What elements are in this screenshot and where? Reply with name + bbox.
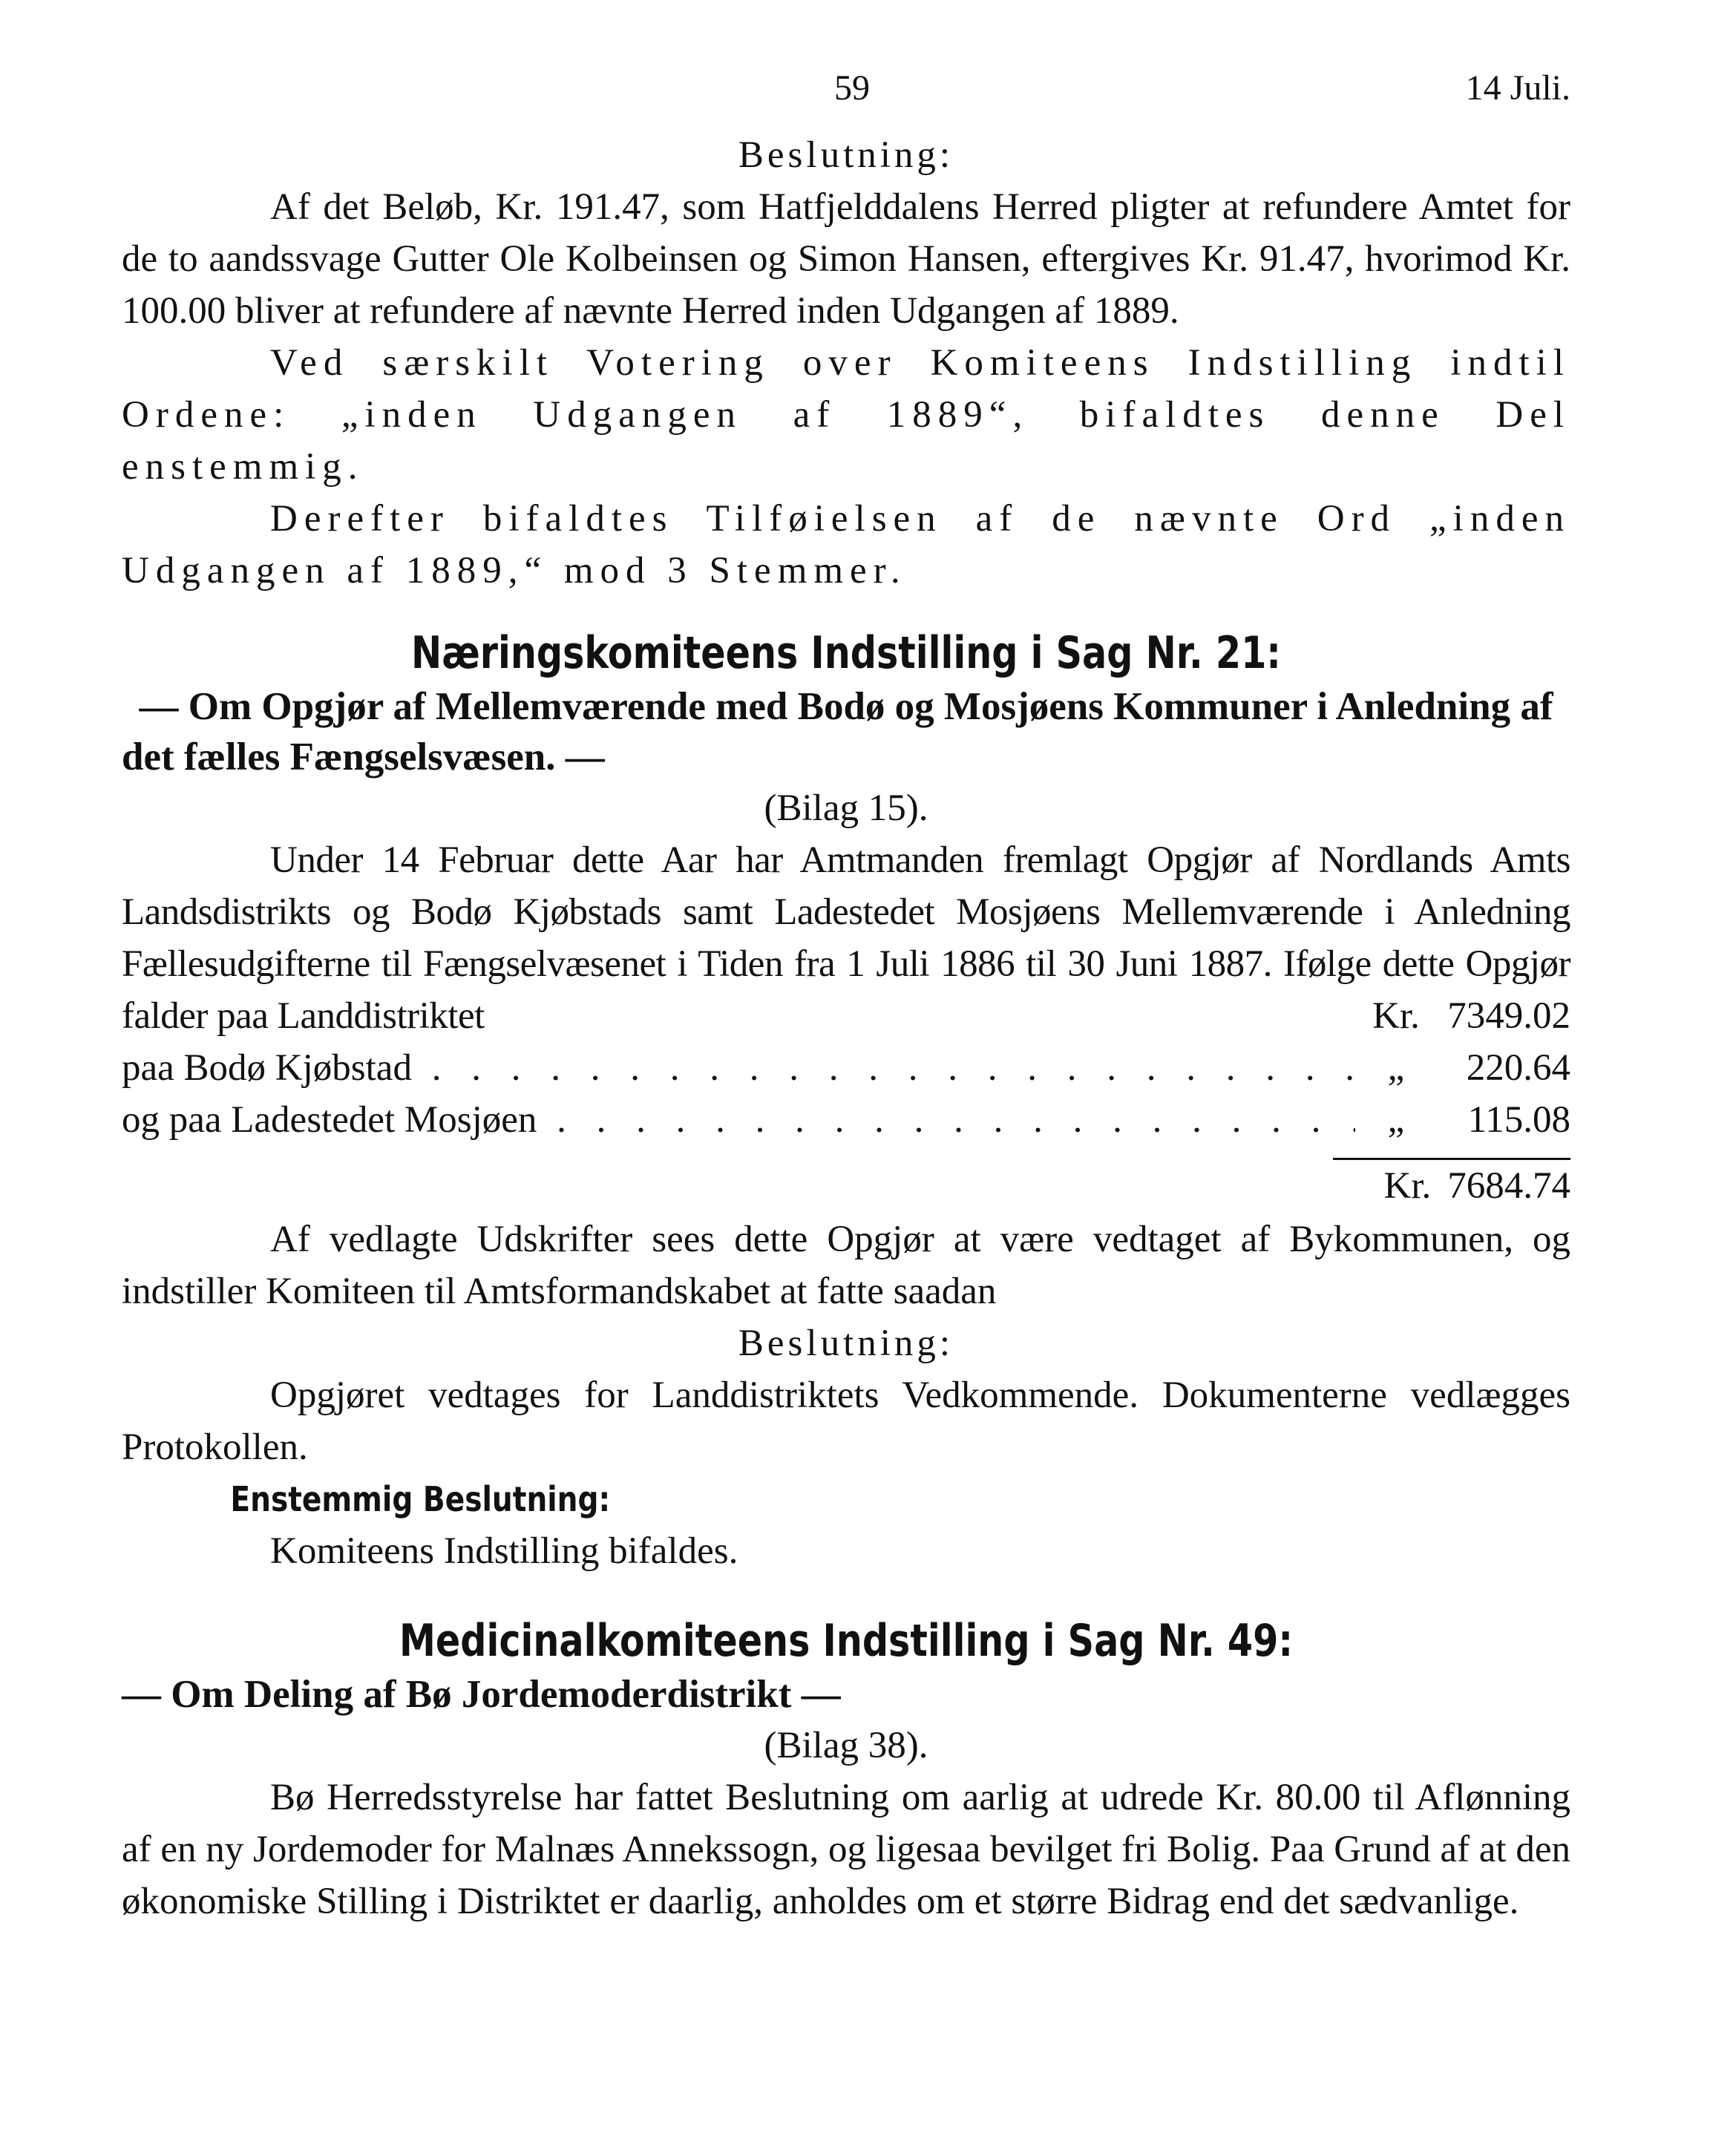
ledger-amount: 115.08: [1467, 1099, 1570, 1141]
ledger-amount: 7349.02: [1447, 995, 1570, 1037]
paragraph: Under 14 Februar dette Aar har Amtmanden fremlagt Opgjør af Nordlands Amts Landsdistrikts og Bodø Kjøbstads samt Ladestedet Mosjøens Mellemværende i Anledning Fællesudgifterne til Fængselvæsenet i Tiden fra 1 Juli 1886 til 30 Juni 1887. Ifølge dette Opgjør falder paa Landdistriktet: [122, 839, 1570, 1037]
ledger-currency: Kr.: [1372, 995, 1420, 1037]
paragraph: Opgjøret vedtages for Landdistriktets Vedkommende. Dokumenterne vedlægges Protokollen.: [122, 1374, 1570, 1468]
section-subtitle: — Om Deling af Bø Jordemoderdistrikt —: [122, 1673, 841, 1716]
total-amount: 7684.74: [1447, 1165, 1570, 1207]
bilag-reference: (Bilag 15).: [764, 787, 928, 829]
section-title: Medicinalkomiteens Indstilling i Sag Nr. 49:: [399, 1615, 1294, 1667]
page-date: 14 Juli.: [1465, 68, 1570, 108]
ledger-currency: „: [1387, 1099, 1405, 1141]
bilag-reference: (Bilag 38).: [764, 1725, 928, 1766]
paragraph: Komiteens Indstilling bifaldes.: [270, 1530, 738, 1572]
total-currency: Kr.: [1383, 1165, 1432, 1207]
section-sag-21: [122, 625, 1570, 1577]
ledger-row: [122, 1042, 1570, 1094]
section-hatfjelddalen: [122, 129, 1570, 597]
section-subtitle: — Om Opgjør af Mellemværende med Bodø og Mosjøens Kommuner i Anledning af det fælles Fængselsvæsen. —: [122, 685, 1553, 779]
decision-heading: Beslutning:: [738, 134, 954, 176]
section-title: Næringskomiteens Indstilling i Sag Nr. 21:: [411, 627, 1281, 679]
unanimous-decision-heading: Enstemmig Beslutning:: [230, 1479, 611, 1519]
paragraph: Ved særskilt Votering over Komiteens Indstilling indtil Ordene: „inden Udgangen af 1889“, bifaldtes denne Del enstemmig.: [122, 342, 1570, 488]
ledger-label: og paa Ladestedet Mosjøen . . .: [122, 1094, 1355, 1146]
decision-heading: Beslutning:: [738, 1323, 954, 1364]
ledger-row: [122, 1094, 1570, 1146]
paragraph: Bø Herredsstyrelse har fattet Beslutning om aarlig at udrede Kr. 80.00 til Aflønning af en ny Jordemoder for Malnæs Annekssogn, og ligesaa bevilget fri Bolig. Paa Grund af at den økonomiske Stilling i Distriktet er daarlig, anholdes om et større Bidrag end det sædvanlige.: [122, 1777, 1570, 1922]
paragraph: Af vedlagte Udskrifter sees dette Opgjør at være vedtaget af Bykommunen, og indstiller Komiteen til Amtsformandskabet at fatte saadan: [122, 1219, 1570, 1312]
ledger-currency: „: [1387, 1047, 1405, 1089]
paragraph: Derefter bifaldtes Tilføielsen af de nævnte Ord „inden Udgangen af 1889,“ mod 3 Stemmer.: [122, 498, 1570, 592]
ledger-amount: 220.64: [1466, 1047, 1570, 1089]
page-number: 59: [834, 68, 870, 108]
page-header: [122, 62, 1570, 144]
section-sag-49: [122, 1613, 1570, 1927]
ledger-total: [122, 1160, 1570, 1213]
ledger-label: paa Bodø Kjøbstad . . .: [122, 1042, 1355, 1094]
paragraph: Af det Beløb, Kr. 191.47, som Hatfjelddalens Herred pligter at refundere Amtet for de to aandssvage Gutter Ole Kolbeinsen og Simon Hansen, eftergives Kr. 91.47, hvorimod Kr. 100.00 bliver at refundere af nævnte Herred inden Udgangen af 1889.: [122, 186, 1570, 332]
